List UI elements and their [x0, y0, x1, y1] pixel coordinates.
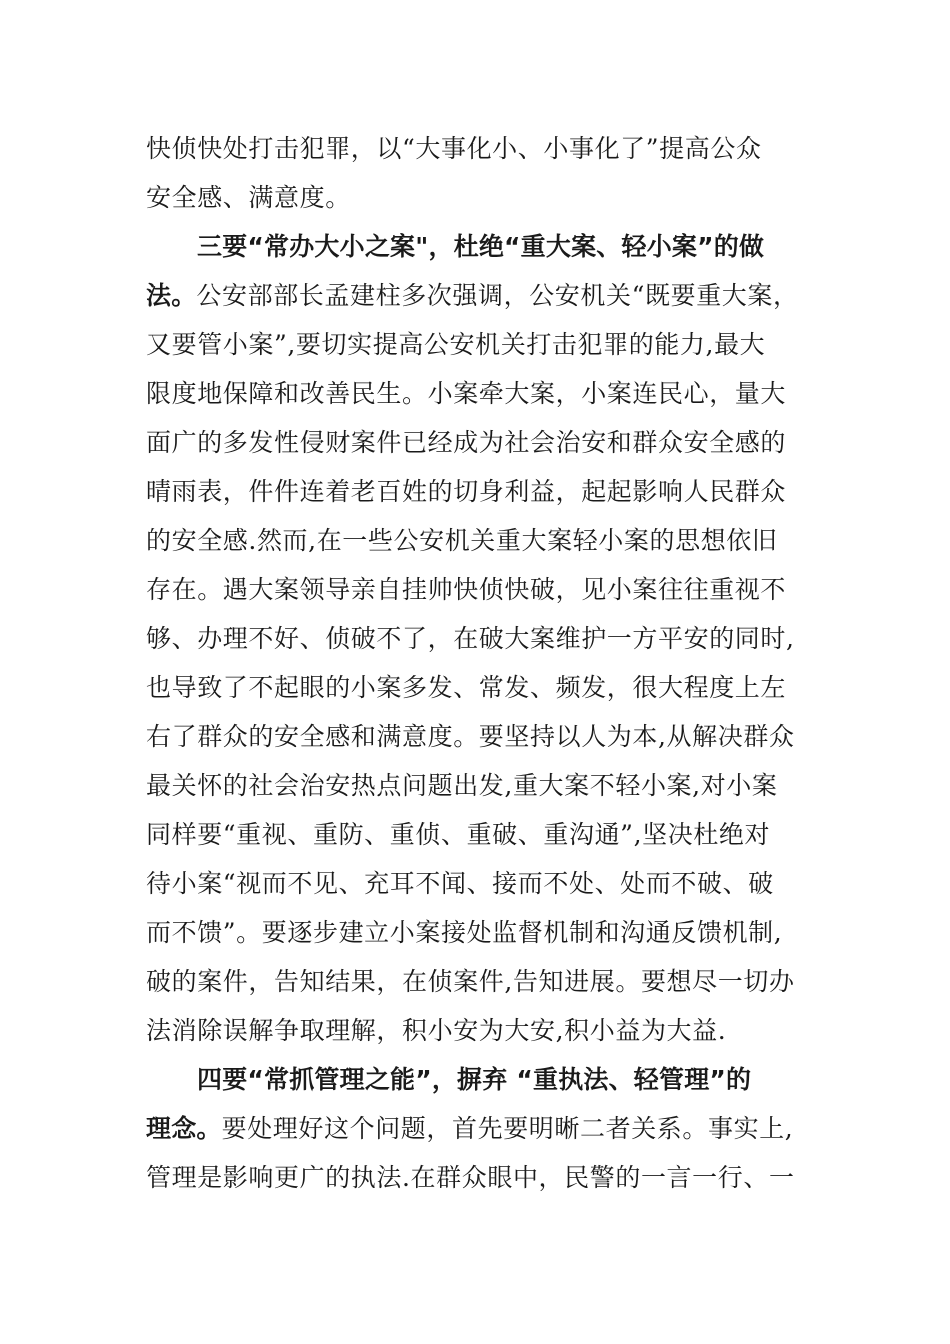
text-line: 快侦快处打击犯罪，以“大事化小、小事化了”提高公众: [146, 134, 762, 163]
text-segment: 公安部部长孟建柱多次强调，公安机关“既要重大案，: [196, 281, 799, 310]
text-line: 的安全感.然而,在一些公安机关重大案轻小案的思想依旧: [146, 526, 778, 555]
text-line: 管理是影响更广的执法.在群众眼中，民警的一言一行、一: [146, 1163, 795, 1192]
text-line: 而不馈”。要逐步建立小案接处监督机制和沟通反馈机制,: [146, 918, 783, 947]
section-heading: 四要“常抓管理之能”，摒弃 “重执法、轻管理”的: [197, 1065, 752, 1094]
text-line: 破的案件，告知结果，在侦案件,告知进展。要想尽一切办: [146, 967, 795, 996]
text-line: 同样要“重视、重防、重侦、重破、重沟通”,坚决杜绝对: [146, 820, 771, 849]
section-heading-end: 法。: [146, 281, 197, 310]
text-line: 晴雨表，件件连着老百姓的切身利益，起起影响人民群众: [146, 477, 787, 506]
text-line: 右了群众的安全感和满意度。要坚持以人为本,从解决群众: [146, 722, 795, 751]
text-line: 又要管小案”,要切实提高公安机关打击犯罪的能力,最大: [146, 330, 766, 359]
section-heading-end: 理念。: [146, 1114, 222, 1143]
text-line: [146, 1104, 806, 1153]
text-line: 最关怀的社会治安热点问题出发,重大案不轻小案,对小案: [146, 771, 778, 800]
text-line: 存在。遇大案领导亲自挂帅快侦快破，见小案往往重视不: [146, 575, 787, 604]
text-line: 限度地保障和改善民生。小案牵大案，小案连民心，量大: [146, 379, 787, 408]
text-line: 法消除误解争取理解，积小安为大安,积小益为大益.: [146, 1016, 727, 1045]
body-text: [146, 124, 806, 1202]
text-segment: 要处理好这个问题，首先要明晰二者关系。事实上,: [221, 1114, 794, 1143]
text-line: 面广的多发性侵财案件已经成为社会治安和群众安全感的: [146, 428, 787, 457]
text-line: 待小案“视而不见、充耳不闻、接而不处、处而不破、破: [146, 869, 774, 898]
section-heading: 三要“常办大小之案"，杜绝“重大案、轻小案”的做: [197, 232, 765, 261]
text-line: [146, 271, 806, 320]
text-line: 够、办理不好、侦破不了，在破大案维护一方平安的同时,: [146, 624, 795, 653]
text-line: 安全感、满意度。: [146, 183, 351, 212]
text-line: 也导致了不起眼的小案多发、常发、频发，很大程度上左: [146, 673, 787, 702]
